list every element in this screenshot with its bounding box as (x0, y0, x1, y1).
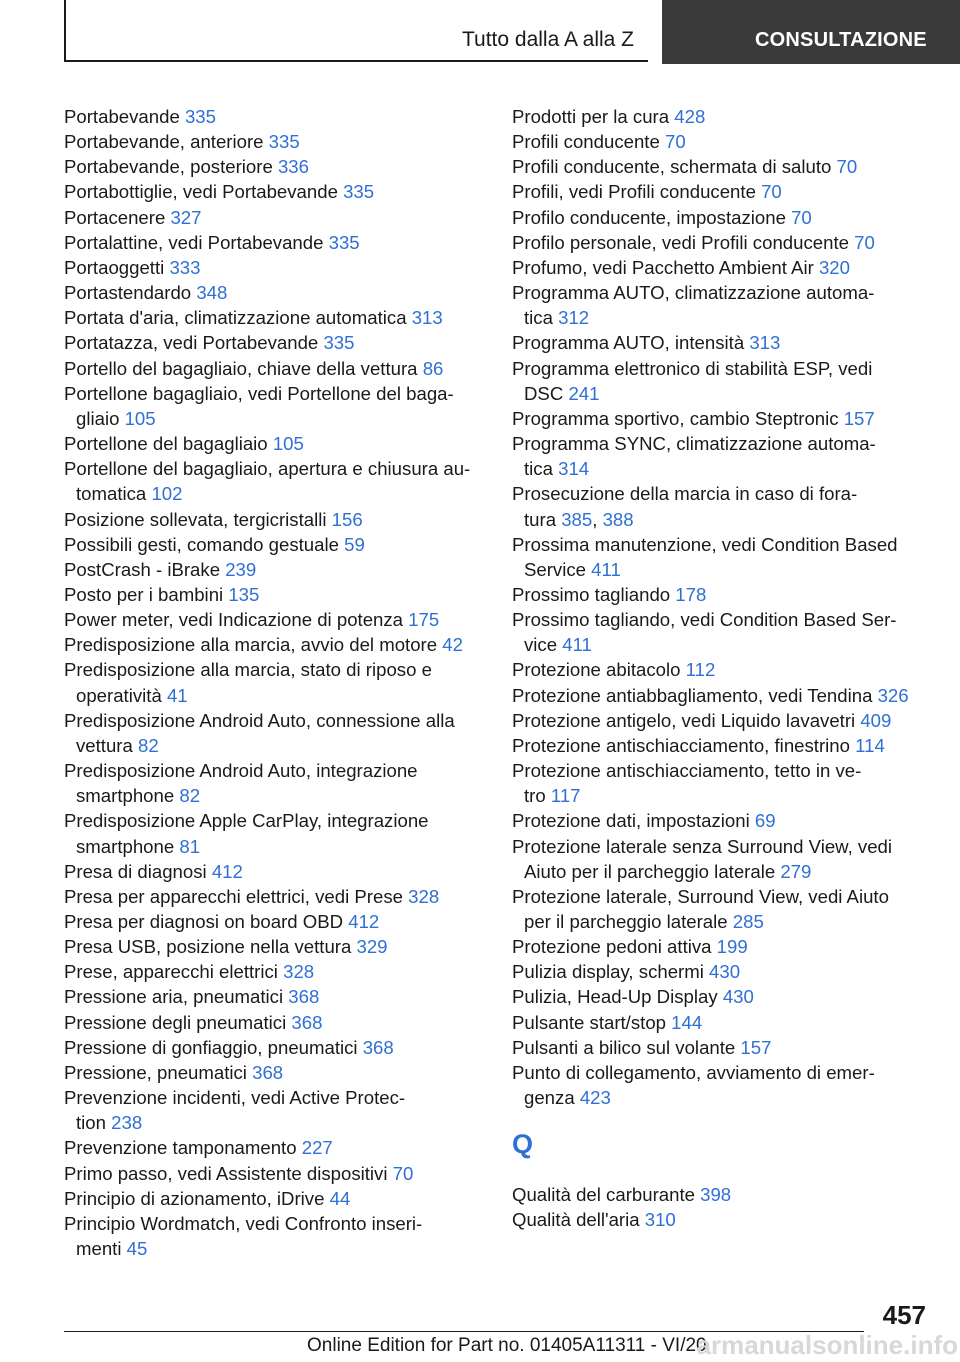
entry-term: operatività (76, 684, 167, 706)
page-link[interactable]: 314 (558, 458, 590, 480)
entry-term: tica (524, 307, 559, 329)
entry-term: Posto per i bambini (64, 583, 229, 605)
entry-term: Protezione abitacolo (512, 659, 686, 681)
q-entries (512, 1182, 932, 1232)
index-entry (64, 1161, 484, 1186)
index-entry (64, 657, 484, 707)
page-link[interactable]: 114 (855, 734, 885, 756)
entry-term: Pulsante start/stop (512, 1011, 672, 1033)
index-entry (64, 154, 484, 179)
index-entry (512, 104, 932, 129)
watermark-text: armanualsonline.info (696, 1330, 958, 1360)
index-entry (64, 532, 484, 557)
page-link[interactable]: 42 (442, 634, 463, 656)
section-title: Tutto dalla A alla Z (462, 28, 634, 51)
page-link[interactable]: 69 (754, 810, 776, 832)
index-entry (64, 129, 484, 154)
entry-term: Portabevande, anteriore (64, 131, 269, 153)
page-link[interactable]: 412 (211, 860, 243, 882)
entry-term: Portellone del bagagliaio, apertura e chiusura au- (64, 458, 471, 480)
entry-term: Predisposizione Android Auto, integrazione (64, 760, 418, 782)
page-link[interactable]: 368 (252, 1061, 284, 1083)
entry-term: Predisposizione alla marcia, stato di riposo e (64, 659, 432, 681)
page-link[interactable]: 144 (671, 1011, 703, 1033)
index-entry (512, 808, 932, 833)
entry-term: Portabevande (64, 106, 185, 127)
index-entry (64, 330, 484, 355)
entry-term: Primo passo, vedi Assistente dispositivi (64, 1162, 393, 1184)
page-link[interactable]: 70 (854, 231, 875, 253)
page-link[interactable]: 241 (568, 382, 600, 404)
page-link[interactable]: 70 (836, 156, 858, 178)
index-entry (512, 406, 932, 431)
page-link[interactable]: 105 (124, 407, 156, 429)
page-link[interactable]: 70 (392, 1162, 414, 1184)
page-link[interactable]: 428 (674, 106, 706, 127)
page-link[interactable]: 44 (329, 1187, 351, 1209)
entry-term: Presa di diagnosi (64, 860, 212, 882)
p-entries-continued (512, 104, 932, 1110)
entry-term: Protezione dati, impostazioni (512, 810, 755, 832)
page-link[interactable]: 328 (283, 961, 315, 983)
index-entry (64, 582, 484, 607)
entry-term: Prossimo tagliando (512, 583, 676, 605)
entry-term: Predisposizione alla marcia, avvio del motore (64, 634, 443, 656)
page-link[interactable]: 335 (268, 131, 300, 153)
chapter-tab (662, 0, 960, 64)
entry-term: Prevenzione incidenti, vedi Active Protec- (64, 1087, 406, 1109)
index-entry (512, 582, 932, 607)
entry-term: Profilo personale, vedi Profili conducente (512, 231, 855, 253)
entry-term: menti (76, 1238, 127, 1260)
page-link[interactable]: 335 (323, 332, 355, 354)
index-entry (64, 708, 484, 758)
page-link[interactable]: 335 (343, 181, 375, 203)
index-entry (512, 356, 932, 406)
page-link[interactable]: 70 (761, 181, 782, 203)
entry-term: Protezione antischiacciamento, tetto in ve- (512, 760, 862, 782)
page-link[interactable]: 279 (780, 860, 812, 882)
index-entry (512, 129, 932, 154)
entry-term: Pressione di gonfiaggio, pneumatici (64, 1036, 363, 1058)
entry-term: Pulizia display, schermi (512, 961, 710, 983)
index-entry (512, 330, 932, 355)
index-entry (64, 456, 484, 506)
page-link[interactable]: 423 (579, 1087, 611, 1109)
index-entry (512, 1207, 932, 1232)
index-entry (512, 959, 932, 984)
index-entry (64, 884, 484, 909)
page-link[interactable]: 335 (328, 231, 360, 253)
entry-term: Profili, vedi Profili conducente (512, 181, 762, 203)
index-entry (64, 230, 484, 255)
chapter-title: CONSULTAZIONE (755, 29, 927, 51)
entry-term: Portabevande, posteriore (64, 156, 278, 178)
page-link[interactable]: 157 (740, 1036, 772, 1058)
entry-term: per il parcheggio laterale (524, 911, 733, 932)
entry-term: tro (524, 785, 551, 807)
index-entry (512, 708, 932, 733)
index-entry (512, 934, 932, 959)
index-entry (64, 305, 484, 330)
index-entry (512, 431, 932, 481)
page-link[interactable]: 320 (818, 256, 850, 278)
entry-term: Profumo, vedi Pacchetto Ambient Air (512, 256, 819, 278)
entry-term: Profili conducente, schermata di saluto (512, 156, 837, 178)
entry-term: Prevenzione tamponamento (64, 1137, 302, 1159)
entry-term: Portalattine, vedi Portabevande (64, 231, 329, 253)
entry-term: Pulsanti a bilico sul volante (512, 1036, 741, 1058)
entry-term: Prodotti per la cura (512, 106, 675, 127)
page-link[interactable]: 239 (225, 558, 257, 580)
page-link[interactable]: 310 (644, 1209, 676, 1231)
entry-term: Presa per apparecchi elettrici, vedi Prese (64, 885, 409, 907)
page-link[interactable]: 227 (301, 1137, 333, 1159)
entry-term: Power meter, vedi Indicazione di potenza (64, 609, 409, 631)
entry-term: Presa per diagnosi on board OBD (64, 911, 349, 932)
page-link[interactable]: 81 (179, 835, 201, 857)
index-entry (64, 205, 484, 230)
page-link[interactable]: 430 (722, 986, 754, 1008)
index-entry (512, 657, 932, 682)
index-entry (64, 984, 484, 1009)
entry-term: Prese, apparecchi elettrici (64, 961, 284, 983)
page-link[interactable]: 326 (877, 684, 909, 706)
index-entry (64, 104, 484, 129)
page-link[interactable]: 70 (664, 131, 686, 153)
page-link[interactable]: 327 (170, 206, 202, 228)
index-column-left (64, 104, 484, 1261)
index-entry (64, 859, 484, 884)
entry-term: Portellone del bagagliaio (64, 433, 273, 455)
entry-term: Qualità del carburante (512, 1184, 701, 1206)
entry-term: tica (524, 458, 559, 480)
index-entry (64, 632, 484, 657)
index-entry (512, 683, 932, 708)
index-entry (512, 1010, 932, 1035)
index-entry (64, 431, 484, 456)
page-link[interactable]: 312 (558, 307, 590, 329)
entry-term: Possibili gesti, comando gestuale (64, 533, 345, 555)
page-link[interactable]: 411 (562, 634, 592, 656)
page-link[interactable]: 157 (843, 407, 875, 429)
page-link[interactable]: 112 (685, 659, 716, 681)
page-link[interactable]: 105 (272, 433, 304, 455)
entry-term: Pulizia, Head-Up Display (512, 986, 723, 1008)
entry-term: Pressione aria, pneumatici (64, 986, 289, 1008)
entry-term: Programma elettronico di stabilità ESP, vedi (512, 357, 873, 379)
index-entry (512, 758, 932, 808)
index-entry (512, 532, 932, 582)
entry-term: PostCrash - iBrake (64, 558, 226, 580)
index-entry (64, 356, 484, 381)
page-link[interactable]: 156 (331, 508, 363, 530)
entry-term: Protezione laterale, Surround View, vedi Aiuto (512, 885, 889, 907)
page-link[interactable]: 102 (151, 483, 183, 505)
page-link[interactable]: 398 (700, 1184, 732, 1206)
page-link[interactable]: 388 (602, 508, 634, 530)
index-entry (512, 1060, 932, 1110)
entry-term: Predisposizione Apple CarPlay, integrazione (64, 810, 429, 832)
index-entry (64, 1035, 484, 1060)
page-link[interactable]: 328 (408, 885, 440, 907)
index-entry (64, 1135, 484, 1160)
page-link[interactable]: 409 (860, 709, 892, 731)
entry-term: DSC (524, 382, 569, 404)
index-entry (64, 179, 484, 204)
page-link[interactable]: 430 (709, 961, 741, 983)
entry-term: Protezione antigelo, vedi Liquido lavavetri (512, 709, 861, 731)
entry-term: Pressione degli pneumatici (64, 1011, 292, 1033)
entry-term: Prossima manutenzione, vedi Condition Based (512, 533, 898, 555)
entry-term: Portello del bagagliaio, chiave della vettura (64, 357, 423, 379)
entry-term: Programma sportivo, cambio Steptronic (512, 407, 844, 429)
index-entry (64, 1186, 484, 1211)
index-entry (512, 1035, 932, 1060)
page-link[interactable]: 135 (228, 583, 260, 605)
index-entry (64, 1085, 484, 1135)
entry-term: Prossimo tagliando, vedi Condition Based Ser- (512, 609, 897, 631)
page-link[interactable]: 285 (732, 911, 764, 932)
index-entry (512, 230, 932, 255)
page-link[interactable]: 336 (277, 156, 309, 178)
entry-term: Portastendardo (64, 282, 197, 304)
index-entry (512, 280, 932, 330)
page-link[interactable]: 82 (179, 785, 201, 807)
entry-term: Protezione antischiacciamento, finestrino (512, 734, 856, 756)
entry-term: tura (524, 508, 562, 530)
index-entry (64, 1060, 484, 1085)
entry-term: Presa USB, posizione nella vettura (64, 936, 357, 958)
index-entry (512, 255, 932, 280)
entry-term: Protezione laterale senza Surround View, vedi (512, 835, 893, 857)
entry-term: Prosecuzione della marcia in caso di fora- (512, 483, 858, 505)
section-letter-heading: Q (512, 1129, 534, 1160)
header-section-box (64, 0, 648, 62)
entry-term: Predisposizione Android Auto, connessione alla (64, 709, 455, 731)
edition-text: Online Edition for Part no. 01405A11311 - VI/20 (307, 1335, 707, 1356)
entry-term: Programma SYNC, climatizzazione automa- (512, 433, 876, 455)
index-entry (512, 179, 932, 204)
entry-term: tomatica (76, 483, 152, 505)
entry-term: Programma AUTO, climatizzazione automa- (512, 282, 875, 304)
page-link[interactable]: 335 (184, 106, 216, 127)
entry-term: Protezione pedoni attiva (512, 936, 717, 958)
entry-term: Portellone bagagliaio, vedi Portellone del baga- (64, 382, 454, 404)
index-entry (512, 1182, 932, 1207)
page-link[interactable]: 368 (291, 1011, 323, 1033)
index-entry (64, 1211, 484, 1261)
entry-term: Principio di azionamento, iDrive (64, 1187, 330, 1209)
index-entry (64, 557, 484, 582)
index-entry (512, 834, 932, 884)
entry-term: Profilo conducente, impostazione (512, 206, 792, 228)
index-entry (512, 984, 932, 1009)
page-link[interactable]: 329 (356, 936, 388, 958)
page-number: 457 (882, 1300, 926, 1330)
index-entry: Prosecuzione della marcia in caso di fora- tura 385, 388 (512, 483, 858, 530)
entry-term: Protezione antiabbagliamento, vedi Tendina (512, 684, 878, 706)
index-entry (64, 507, 484, 532)
index-entry (512, 205, 932, 230)
entry-term: Principio Wordmatch, vedi Confronto inseri- (64, 1212, 423, 1234)
index-entry (64, 758, 484, 808)
entry-term: gliaio (76, 407, 125, 429)
index-entry (64, 255, 484, 280)
page-link[interactable]: 41 (166, 684, 188, 706)
page-link[interactable]: 59 (344, 533, 365, 555)
entry-term: genza (524, 1087, 580, 1109)
index-column-right (512, 104, 932, 1233)
page-link[interactable]: 313 (749, 332, 781, 354)
page-link[interactable]: 70 (791, 206, 812, 228)
entry-term: Portaoggetti (64, 256, 170, 278)
page-link[interactable]: 368 (362, 1036, 394, 1058)
entry-term: tion (76, 1112, 112, 1134)
page-link[interactable]: 313 (411, 307, 443, 329)
entry-term: Portabottiglie, vedi Portabevande (64, 181, 344, 203)
page-link[interactable]: 45 (126, 1238, 148, 1260)
page-link[interactable]: 199 (716, 936, 748, 958)
page-link[interactable]: 82 (138, 734, 159, 756)
index-entry (64, 909, 484, 934)
index-entry (64, 934, 484, 959)
index-entry (512, 154, 932, 179)
index-entry (64, 280, 484, 305)
page-link[interactable]: 175 (408, 609, 440, 631)
entry-term: smartphone (76, 785, 180, 807)
index-entry (512, 733, 932, 758)
entry-term: Portacenere (64, 206, 171, 228)
entry-term: vice (524, 634, 563, 656)
entry-term: Pressione, pneumatici (64, 1061, 253, 1083)
page-link[interactable]: 238 (111, 1112, 143, 1134)
index-entry (512, 884, 932, 934)
entry-term: Programma AUTO, intensità (512, 332, 750, 354)
entry-term: Portatazza, vedi Portabevande (64, 332, 324, 354)
index-entry (64, 959, 484, 984)
index-entry (512, 607, 932, 657)
entry-term: Portata d'aria, climatizzazione automatica (64, 307, 412, 329)
entry-term: Service (524, 558, 592, 580)
entry-term: Punto di collegamento, avviamento di emer- (512, 1061, 875, 1083)
page-link[interactable]: 412 (348, 911, 380, 932)
page-link[interactable]: 368 (288, 986, 320, 1008)
entry-term: smartphone (76, 835, 180, 857)
index-entry (64, 381, 484, 431)
index-entry (64, 808, 484, 858)
entry-term: Aiuto per il parcheggio laterale (524, 860, 781, 882)
page-link[interactable]: 333 (169, 256, 201, 278)
page-link[interactable]: 117 (550, 785, 581, 807)
entry-term: Profili conducente (512, 131, 665, 153)
index-entry (64, 607, 484, 632)
page-link[interactable]: 385 (561, 508, 593, 530)
page-link[interactable]: 86 (422, 357, 444, 379)
entry-term: vettura (76, 734, 139, 756)
entry-term: Posizione sollevata, tergicristalli (64, 508, 332, 530)
page-link[interactable]: 178 (675, 583, 707, 605)
page-link[interactable]: 411 (591, 558, 621, 580)
entry-term: Qualità dell'aria (512, 1209, 645, 1231)
page-link[interactable]: 348 (196, 282, 228, 304)
index-entry (64, 1010, 484, 1035)
